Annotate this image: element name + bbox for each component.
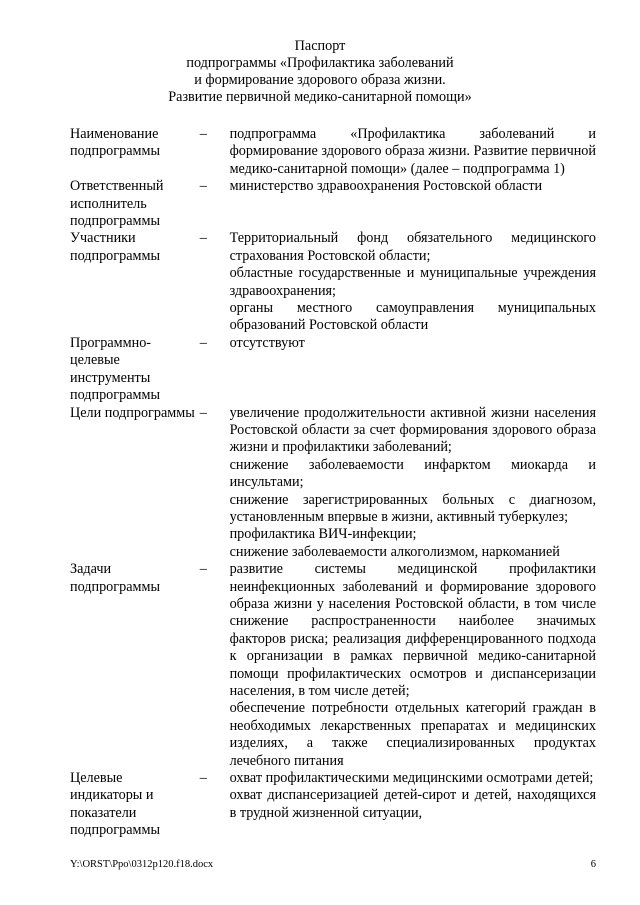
footer-page-number: 6 — [590, 859, 596, 870]
passport-row — [70, 126, 596, 178]
passport-row — [70, 178, 596, 230]
row-value — [230, 405, 596, 562]
title-line-4: Развитие первичной медико-санитарной помощи» — [168, 89, 472, 105]
value-paragraph: обеспечение потребности отдельных категорий граждан в необходимых лекарственных препаратах и медицинских изделиях, а также специализированных продуктах лечебного питания — [229, 700, 596, 769]
passport-table — [70, 126, 596, 840]
row-value — [230, 561, 596, 770]
row-value — [230, 126, 596, 178]
row-value — [230, 178, 596, 230]
value-paragraph: развитие системы медицинской профилактики неинфекционных заболеваний и формирование здорового образа жизни у населения Ростовской области, в том числе снижение распространенности наиболее значимых факторов риска; реализация дифференцированного подхода к организации в рамках первичной медико-санитарной помощи профилактических осмотров и диспансеризации населения, в том числе детей; — [229, 561, 596, 699]
row-label: Наименование подпрограммы — [70, 126, 160, 160]
footer-file-path: Y:\ORST\Ppo\0312p120.f18.docx — [70, 859, 214, 870]
passport-row — [70, 770, 596, 840]
passport-row — [70, 561, 596, 770]
value-paragraph: снижение заболеваемости алкоголизмом, наркоманией — [229, 543, 560, 560]
row-dash: – — [199, 770, 207, 787]
value-paragraph: областные государственные и муниципальные учреждения здравоохранения; — [229, 265, 596, 299]
row-value — [230, 230, 596, 334]
value-paragraph: министерство здравоохранения Ростовской области — [229, 178, 543, 195]
row-dash: – — [199, 334, 207, 351]
value-paragraph: профилактика ВИЧ-инфекции; — [229, 526, 417, 543]
row-label: Целевые индикаторы и показатели подпрограммы — [70, 770, 160, 839]
value-paragraph: охват диспансеризацией детей-сирот и детей, находящихся в трудной жизненной ситуации, — [229, 787, 596, 821]
row-dash: – — [199, 561, 207, 578]
row-label: Задачи подпрограммы — [70, 561, 160, 595]
title-line-3: и формирование здорового образа жизни. — [194, 72, 446, 88]
row-label: Программно-целевые инструменты подпрограммы — [70, 334, 160, 404]
value-paragraph: снижение зарегистрированных больных с диагнозом, установленным впервые в жизни, активный туберкулез; — [229, 491, 596, 525]
value-paragraph: отсутствуют — [229, 334, 305, 351]
row-dash: – — [199, 404, 207, 421]
row-dash: – — [199, 178, 207, 195]
title-line-1: Паспорт — [294, 38, 346, 54]
value-paragraph: органы местного самоуправления муниципальных образований Ростовской области — [229, 300, 596, 334]
row-label: Цели подпрограммы — [70, 404, 195, 421]
row-value — [230, 770, 596, 840]
row-dash: – — [199, 230, 207, 247]
row-label: Участники подпрограммы — [70, 230, 160, 264]
document-title — [0, 38, 640, 106]
value-paragraph: снижение заболеваемости инфарктом миокарда и инсультами; — [229, 456, 596, 491]
value-paragraph: увеличение продолжительности активной жизни населения Ростовской области за счет формирования здорового образа жизни и профилактики заболеваний; — [229, 404, 596, 456]
row-label: Ответственный исполнитель подпрограммы — [70, 178, 164, 230]
passport-row — [70, 230, 596, 334]
row-dash: – — [199, 126, 207, 142]
row-value — [230, 335, 596, 405]
value-paragraph: Территориальный фонд обязательного медицинского страхования Ростовской области; — [229, 230, 596, 264]
value-paragraph: охват профилактическими медицинскими осмотрами детей; — [229, 770, 594, 787]
passport-row — [70, 405, 596, 562]
title-line-2: подпрограммы «Профилактика заболеваний — [186, 55, 454, 71]
passport-row — [70, 335, 596, 405]
value-paragraph: подпрограмма «Профилактика заболеваний и формирование здорового образа жизни. Развитие первичной медико-санитарной помощи» (далее – подпрограмма 1) — [229, 126, 596, 177]
